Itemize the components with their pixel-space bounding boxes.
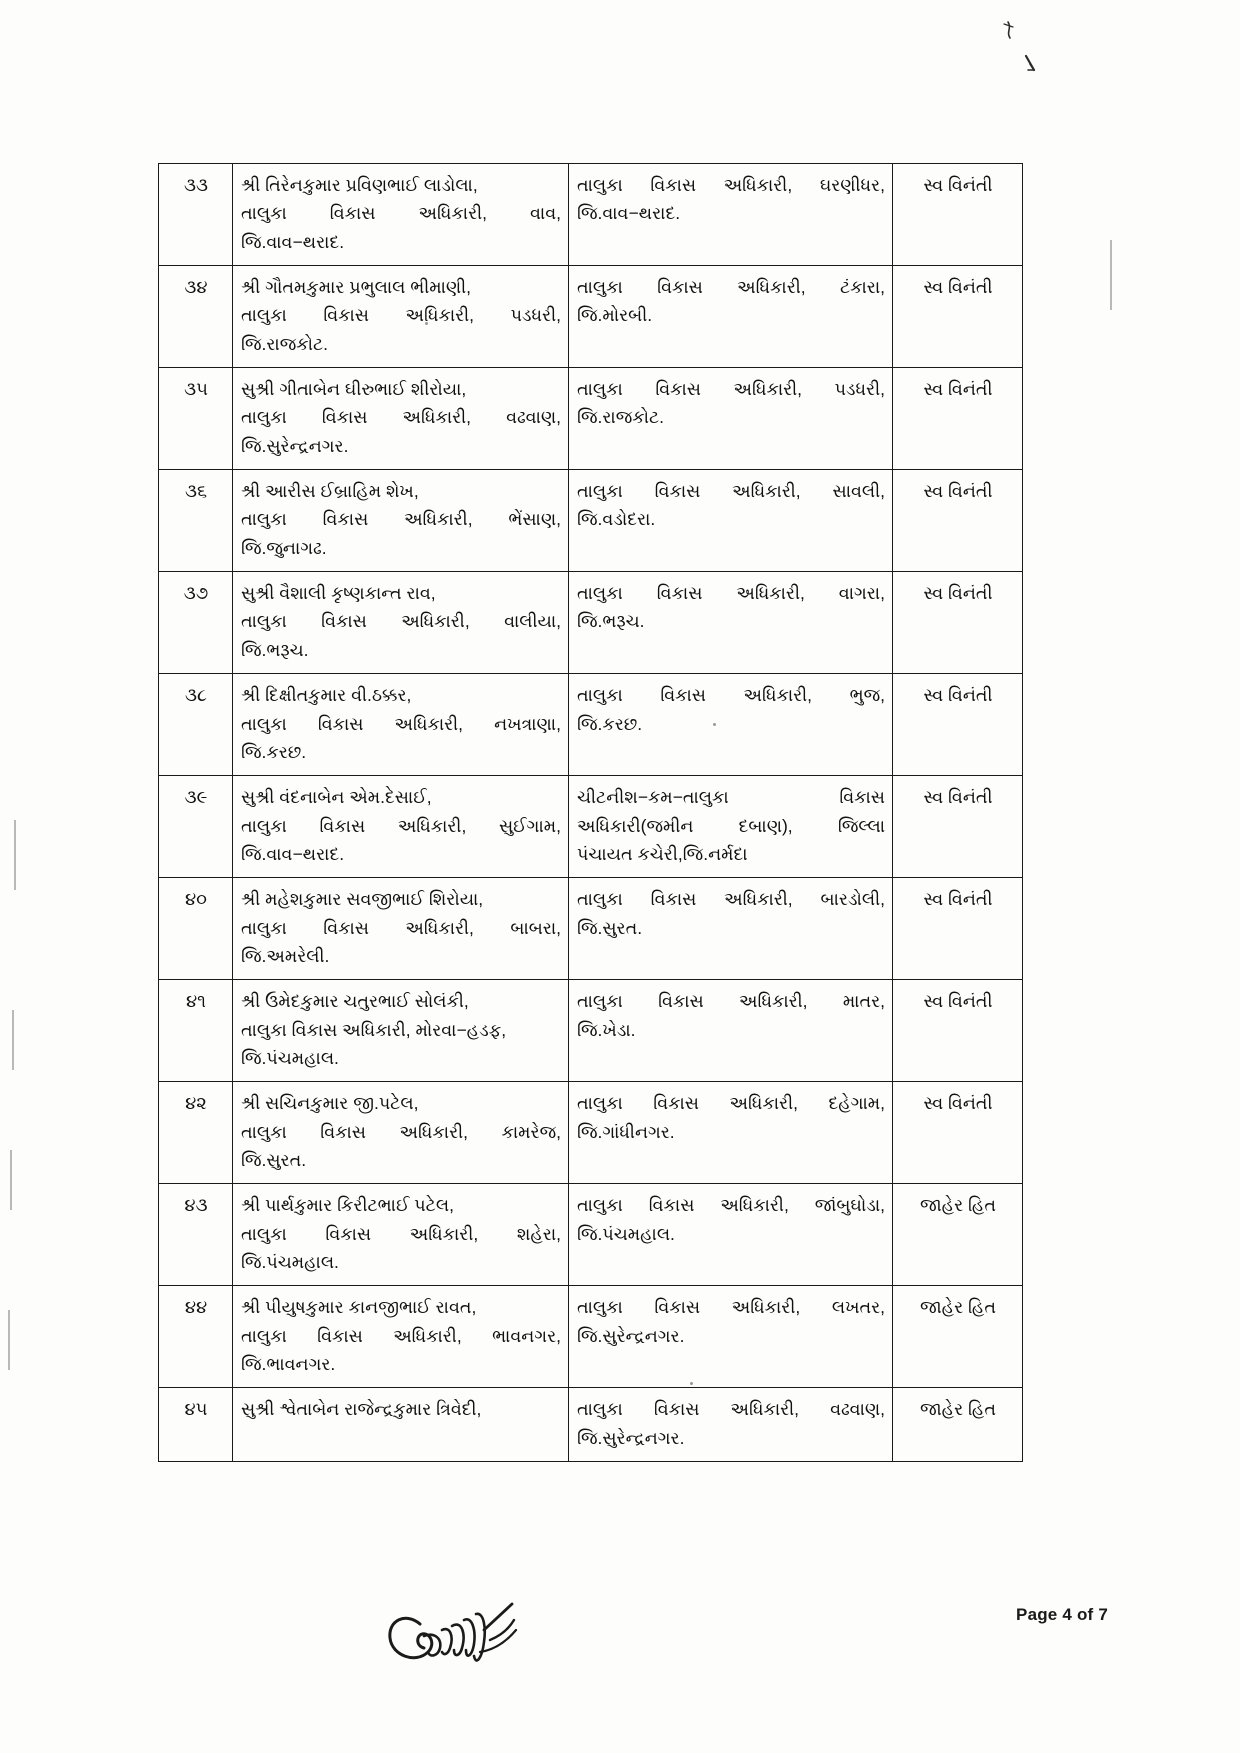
from-line: જિ.ભરૂચ. — [241, 639, 309, 660]
cell-present-posting — [233, 266, 569, 368]
transfer-reason-text: જાહેર હિત — [920, 1399, 996, 1420]
to-word: તાલુકા — [577, 1399, 623, 1420]
to-line — [577, 375, 885, 403]
from-line: જિ.ભાવનગર. — [241, 1354, 336, 1375]
serial-number-text: ૩૬ — [184, 481, 208, 502]
cell-new-posting — [569, 878, 893, 980]
transfer-order-table — [158, 163, 1023, 1462]
from-word: બાબરા, — [510, 917, 561, 938]
cell-new-posting — [569, 368, 893, 470]
table-row — [159, 980, 1023, 1082]
from-line: સુશ્રી શ્વેતાબેન રાજેન્દ્રકુમાર ત્રિવેદી, — [241, 1399, 482, 1420]
from-word: અધિકારી, — [401, 611, 470, 632]
from-word: વિકાસ — [321, 611, 367, 632]
to-word: તાલુકા — [577, 991, 623, 1012]
serial-number-text: ૩૮ — [185, 685, 207, 706]
cell-new-posting — [569, 266, 893, 368]
to-line: જિ.રાજકોટ. — [577, 407, 665, 428]
from-line: તાલુકા વિકાસ અધિકારી, મોરવા−હડફ, — [241, 1019, 507, 1040]
from-line: જિ.જુનાગઢ. — [241, 537, 327, 558]
to-line: જિ.સુરત. — [577, 917, 643, 938]
cell-new-posting — [569, 1082, 893, 1184]
from-word: અધિકારી, — [394, 713, 464, 734]
transfer-reason-text: જાહેર હિત — [920, 1297, 996, 1318]
to-line: જિ.ગાંધીનગર. — [577, 1121, 675, 1142]
to-line: જિ.કરછ. — [577, 713, 643, 734]
to-text — [577, 579, 885, 636]
transfer-reason-text: સ્વ વિનંતી — [923, 277, 993, 298]
to-text — [577, 987, 885, 1044]
to-word: અધિકારી, — [730, 1399, 800, 1420]
to-word: તાલુકા — [577, 889, 623, 910]
to-line — [577, 783, 885, 811]
to-text — [577, 885, 885, 942]
to-text — [577, 1395, 885, 1452]
from-line — [241, 607, 561, 635]
cell-present-posting — [233, 1082, 569, 1184]
to-line: જિ.સુરેન્દ્રનગર. — [577, 1427, 685, 1448]
to-word: વિકાસ — [839, 787, 885, 808]
to-line — [577, 1395, 885, 1423]
to-line — [577, 477, 885, 505]
to-word: અધિકારી, — [732, 481, 801, 502]
from-word: અધિકારી, — [402, 407, 472, 428]
cell-new-posting — [569, 1184, 893, 1286]
cell-serial-number — [159, 368, 233, 470]
cell-serial-number — [159, 674, 233, 776]
cell-serial-number — [159, 776, 233, 878]
from-text — [241, 477, 561, 562]
transfer-reason-text: સ્વ વિનંતી — [923, 1093, 993, 1114]
to-word: અધિકારી, — [737, 277, 806, 298]
to-word: વિકાસ — [656, 583, 703, 604]
from-word: વઢવાણ, — [506, 407, 561, 428]
to-word: વાગરા, — [838, 583, 885, 604]
table-row — [159, 368, 1023, 470]
from-line: શ્રી દિક્ષીતકુમાર વી.ઠક્કર, — [241, 685, 412, 706]
from-line — [241, 1220, 561, 1248]
to-word: વિકાસ — [654, 1297, 701, 1318]
to-line — [577, 885, 885, 913]
from-word: તાલુકા — [241, 917, 287, 938]
to-word: વિકાસ — [650, 889, 697, 910]
to-word: અધિકારી(જમીન — [577, 815, 694, 836]
cell-transfer-reason — [893, 266, 1023, 368]
serial-number-text: ૪૫ — [184, 1399, 208, 1420]
cell-serial-number — [159, 1286, 233, 1388]
from-word: તાલુકા — [241, 1325, 287, 1346]
to-word: અધિકારી, — [724, 889, 793, 910]
from-text — [241, 1191, 561, 1276]
from-line: શ્રી પીયુષકુમાર કાનજીભાઈ રાવત, — [241, 1297, 477, 1318]
cell-serial-number — [159, 164, 233, 266]
from-text — [241, 171, 561, 256]
to-word: વિકાસ — [653, 1399, 700, 1420]
serial-number-text: ૩૯ — [184, 787, 208, 808]
from-line: જિ.વાવ−થરાદ. — [241, 843, 345, 864]
from-word: અધિકારી, — [405, 305, 475, 326]
from-word: તાલુકા — [241, 815, 287, 836]
from-line — [241, 914, 561, 942]
table-row — [159, 1082, 1023, 1184]
from-word: વિકાસ — [329, 203, 376, 224]
to-word: અધિકારી, — [743, 685, 813, 706]
to-word: તાલુકા — [577, 685, 623, 706]
to-word: ભુજ, — [849, 685, 885, 706]
scan-edge-mark-left-upper — [14, 820, 16, 890]
to-line — [577, 1191, 885, 1219]
to-word: તાલુકા — [577, 379, 623, 400]
to-word: જાંબુઘોડા, — [814, 1195, 885, 1216]
to-line — [577, 987, 885, 1015]
to-line — [577, 812, 885, 840]
from-word: અધિકારી, — [393, 1325, 462, 1346]
transfer-reason-text: સ્વ વિનંતી — [923, 889, 993, 910]
to-word: વિકાસ — [648, 1195, 695, 1216]
from-text — [241, 885, 561, 970]
cell-transfer-reason — [893, 572, 1023, 674]
cell-transfer-reason — [893, 1184, 1023, 1286]
cell-serial-number — [159, 1082, 233, 1184]
from-line: જિ.કરછ. — [241, 741, 307, 762]
to-line: જિ.વડોદરા. — [577, 509, 656, 530]
from-text — [241, 783, 561, 868]
from-line — [241, 710, 561, 738]
from-word: તાલુકા — [241, 611, 287, 632]
cell-present-posting — [233, 470, 569, 572]
to-word: તાલુકા — [577, 583, 623, 604]
cell-serial-number — [159, 1184, 233, 1286]
from-line — [241, 301, 561, 329]
to-word: અધિકારી, — [739, 991, 808, 1012]
signature-icon — [380, 1590, 550, 1680]
to-word: ઘરણીધર, — [819, 175, 885, 195]
from-word: વિકાસ — [320, 1121, 366, 1142]
to-word: અધિકારી, — [733, 379, 803, 400]
from-line: શ્રી સચિનકુમાર જી.પટેલ, — [241, 1093, 419, 1114]
cell-transfer-reason — [893, 674, 1023, 776]
serial-number-text: ૩૩ — [184, 175, 208, 195]
cell-present-posting — [233, 776, 569, 878]
from-word: વિકાસ — [323, 917, 369, 938]
from-line — [241, 403, 561, 431]
from-word: અધિકારી, — [409, 1223, 479, 1244]
to-word: તાલુકા — [577, 1093, 623, 1114]
from-word: અધિકારી, — [404, 509, 473, 530]
transfer-reason-text: સ્વ વિનંતી — [923, 787, 993, 808]
cell-new-posting — [569, 776, 893, 878]
to-word: તાલુકા — [577, 277, 623, 298]
from-word: અધિકારી, — [418, 203, 487, 224]
transfer-reason-text: સ્વ વિનંતી — [923, 685, 993, 706]
to-text — [577, 1293, 885, 1350]
to-word: જિલ્લા — [837, 815, 885, 836]
from-word: વિકાસ — [317, 713, 364, 734]
to-text — [577, 681, 885, 738]
from-word: અધિકારી, — [399, 1121, 468, 1142]
transfer-reason-text: સ્વ વિનંતી — [923, 379, 993, 400]
from-word: વિકાસ — [321, 407, 368, 428]
from-line: શ્રી ગૌતમકુમાર પ્રભુલાલ ભીમાણી, — [241, 277, 472, 298]
from-word: વિકાસ — [317, 1325, 363, 1346]
from-line: સુશ્રી ગીતાબેન ઘીરુભાઈ શીરોયા, — [241, 379, 467, 400]
to-text — [577, 375, 885, 432]
to-word: વિકાસ — [654, 481, 701, 502]
cell-serial-number — [159, 980, 233, 1082]
table-row — [159, 572, 1023, 674]
from-line: જિ.પંચમહાલ. — [241, 1252, 339, 1272]
from-line: જિ.અમરેલી. — [241, 945, 330, 966]
from-line — [241, 1322, 561, 1350]
to-word: વિકાસ — [650, 175, 697, 195]
table-row — [159, 1184, 1023, 1286]
from-line: શ્રી મહેશકુમાર સવજીભાઈ શિરોયા, — [241, 889, 484, 910]
to-word: તાલુકા — [577, 175, 623, 195]
cell-new-posting — [569, 980, 893, 1082]
to-word: સાવલી, — [832, 481, 885, 502]
to-line — [577, 579, 885, 607]
to-line: જિ.ખેડા. — [577, 1019, 636, 1040]
from-word: તાલુકા — [241, 1223, 287, 1244]
to-line: જિ.વાવ−થરાદ. — [577, 203, 681, 224]
to-word: વિકાસ — [657, 277, 703, 298]
transfer-reason-text: સ્વ વિનંતી — [923, 175, 993, 195]
from-text — [241, 1293, 561, 1378]
to-word: તાલુકા — [577, 481, 623, 502]
from-word: પડધરી, — [510, 305, 561, 326]
from-line: શ્રી ઉમેદકુમાર ચતુરભાઈ સોલંકી, — [241, 991, 469, 1012]
to-word: અધિકારી, — [729, 1093, 798, 1114]
cell-transfer-reason — [893, 1286, 1023, 1388]
from-word: તાલુકા — [241, 1121, 287, 1142]
to-word: અધિકારી, — [720, 1195, 789, 1216]
to-line — [577, 1293, 885, 1321]
from-word: સુઈગામ, — [499, 815, 561, 836]
cell-transfer-reason — [893, 368, 1023, 470]
from-line — [241, 505, 561, 533]
from-word: નખત્રાણા, — [494, 713, 561, 734]
from-word: વિકાસ — [325, 1223, 372, 1244]
from-text — [241, 987, 561, 1072]
pen-mark-icon — [1000, 18, 1060, 88]
from-word: તાલુકા — [241, 713, 287, 734]
from-word: શહેરા, — [516, 1223, 561, 1244]
cell-new-posting — [569, 674, 893, 776]
cell-present-posting — [233, 1184, 569, 1286]
to-word: વિકાસ — [655, 379, 701, 400]
from-text — [241, 579, 561, 664]
to-text — [577, 1089, 885, 1146]
page-number-footer: Page 4 of 7 — [1016, 1605, 1108, 1624]
from-word: વિકાસ — [323, 305, 369, 326]
to-word: ચીટનીશ−કમ−તાલુકા — [577, 787, 729, 808]
scan-edge-mark-right-top — [1110, 240, 1112, 310]
table-row — [159, 1388, 1023, 1462]
serial-number-text: ૪૨ — [185, 1093, 207, 1114]
to-word: અધિકારી, — [731, 1297, 801, 1318]
to-word: અધિકારી, — [723, 175, 793, 195]
table-row — [159, 878, 1023, 980]
to-line: જિ.પંચમહાલ. — [577, 1223, 675, 1244]
cell-new-posting — [569, 572, 893, 674]
to-word: ટંકારા, — [839, 277, 885, 298]
from-line: શ્રી પાર્થકુમાર કિરીટભાઈ પટેલ, — [241, 1195, 454, 1216]
from-line — [241, 199, 561, 227]
cell-serial-number — [159, 470, 233, 572]
to-line — [577, 681, 885, 709]
cell-present-posting — [233, 1286, 569, 1388]
serial-number-text: ૪૧ — [186, 991, 206, 1012]
from-word: તાલુકા — [241, 203, 287, 224]
from-text — [241, 1089, 561, 1174]
transfer-reason-text: સ્વ વિનંતી — [923, 583, 993, 604]
to-word: અધિકારી, — [736, 583, 805, 604]
from-line: શ્રી તિરેનકુમાર પ્રવિણભાઈ લાડોલા, — [241, 175, 478, 195]
from-line: જિ.સુરેન્દ્રનગર. — [241, 435, 349, 456]
from-line: શ્રી આરીસ ઈબ્રાહિમ શેખ, — [241, 481, 419, 502]
to-word: વિકાસ — [660, 685, 706, 706]
from-word: ભેંસાણ, — [508, 509, 561, 530]
cell-new-posting — [569, 1388, 893, 1462]
table-row — [159, 164, 1023, 266]
to-word: બારડોલી, — [820, 889, 885, 910]
from-word: અધિકારી, — [397, 815, 467, 836]
serial-number-text: ૪૩ — [184, 1195, 208, 1216]
from-line — [241, 1118, 561, 1146]
cell-transfer-reason — [893, 470, 1023, 572]
from-line: સુશ્રી વૈશાલી કૃષ્ણકાન્ત રાવ, — [241, 583, 436, 604]
table-row — [159, 1286, 1023, 1388]
cell-present-posting — [233, 164, 569, 266]
from-word: તાલુકા — [241, 509, 287, 530]
transfer-reason-text: જાહેર હિત — [920, 1195, 996, 1216]
cell-present-posting — [233, 674, 569, 776]
table-row — [159, 470, 1023, 572]
to-text — [577, 273, 885, 330]
to-word: તાલુકા — [577, 1195, 623, 1216]
cell-present-posting — [233, 572, 569, 674]
cell-present-posting — [233, 1388, 569, 1462]
from-line: જિ.સુરત. — [241, 1149, 307, 1170]
cell-transfer-reason — [893, 164, 1023, 266]
to-word: વઢવાણ, — [830, 1399, 885, 1420]
cell-transfer-reason — [893, 1082, 1023, 1184]
serial-number-text: ૩૭ — [183, 583, 209, 604]
from-line: જિ.રાજકોટ. — [241, 333, 329, 354]
to-line: જિ.સુરેન્દ્રનગર. — [577, 1325, 685, 1346]
to-word: વિકાસ — [658, 991, 704, 1012]
from-text — [241, 1395, 561, 1423]
to-text — [577, 171, 885, 228]
from-word: તાલુકા — [241, 407, 287, 428]
from-text — [241, 681, 561, 766]
cell-serial-number — [159, 878, 233, 980]
to-text — [577, 1191, 885, 1248]
to-line: પંચાયત કચેરી,જિ.નર્મદા — [577, 843, 748, 864]
from-word: કામરેજ, — [501, 1121, 561, 1142]
table-body — [159, 164, 1023, 1462]
from-word: તાલુકા — [241, 305, 287, 326]
cell-serial-number — [159, 572, 233, 674]
scan-edge-mark-left-bottom — [8, 1310, 10, 1370]
to-word: લખતર, — [831, 1297, 885, 1318]
serial-number-text: ૩૪ — [184, 277, 208, 298]
scan-edge-mark-left-lower — [10, 1150, 12, 1210]
scan-edge-mark-left-mid — [12, 1010, 14, 1070]
from-word: વાલીયા, — [504, 611, 561, 632]
serial-number-text: ૩૫ — [184, 379, 208, 400]
cell-serial-number — [159, 266, 233, 368]
cell-transfer-reason — [893, 878, 1023, 980]
to-line: જિ.મોરબી. — [577, 305, 653, 326]
cell-serial-number — [159, 1388, 233, 1462]
to-word: પડધરી, — [834, 379, 885, 400]
transfer-reason-text: સ્વ વિનંતી — [923, 481, 993, 502]
to-word: તાલુકા — [577, 1297, 623, 1318]
cell-present-posting — [233, 980, 569, 1082]
from-word: વિકાસ — [319, 815, 366, 836]
to-line — [577, 1089, 885, 1117]
to-line: જિ.ભરૂચ. — [577, 611, 645, 632]
transfer-reason-text: સ્વ વિનંતી — [923, 991, 993, 1012]
cell-present-posting — [233, 368, 569, 470]
to-line — [577, 171, 885, 199]
cell-new-posting — [569, 164, 893, 266]
to-text — [577, 477, 885, 534]
to-word: દબાણ), — [738, 815, 793, 836]
from-line: જિ.પંચમહાલ. — [241, 1047, 339, 1068]
from-word: વિકાસ — [322, 509, 369, 530]
to-word: દહેગામ, — [828, 1093, 885, 1114]
cell-transfer-reason — [893, 776, 1023, 878]
from-text — [241, 273, 561, 358]
cell-new-posting — [569, 1286, 893, 1388]
to-word: માતર, — [842, 991, 885, 1012]
from-line: સુશ્રી વંદનાબેન એમ.દેસાઈ, — [241, 787, 432, 808]
cell-transfer-reason — [893, 980, 1023, 1082]
table-row — [159, 674, 1023, 776]
serial-number-text: ૪૦ — [185, 889, 207, 910]
cell-transfer-reason — [893, 1388, 1023, 1462]
from-line: જિ.વાવ−થરાદ. — [241, 231, 345, 252]
from-line — [241, 812, 561, 840]
from-word: ભાવનગર, — [492, 1325, 561, 1346]
to-text — [577, 783, 885, 868]
from-text — [241, 375, 561, 460]
cell-present-posting — [233, 878, 569, 980]
from-word: અધિકારી, — [405, 917, 474, 938]
from-word: વાવ, — [530, 203, 561, 224]
table-row — [159, 776, 1023, 878]
serial-number-text: ૪૪ — [184, 1297, 208, 1318]
to-word: વિકાસ — [653, 1093, 699, 1114]
table-row — [159, 266, 1023, 368]
to-line — [577, 273, 885, 301]
cell-new-posting — [569, 470, 893, 572]
